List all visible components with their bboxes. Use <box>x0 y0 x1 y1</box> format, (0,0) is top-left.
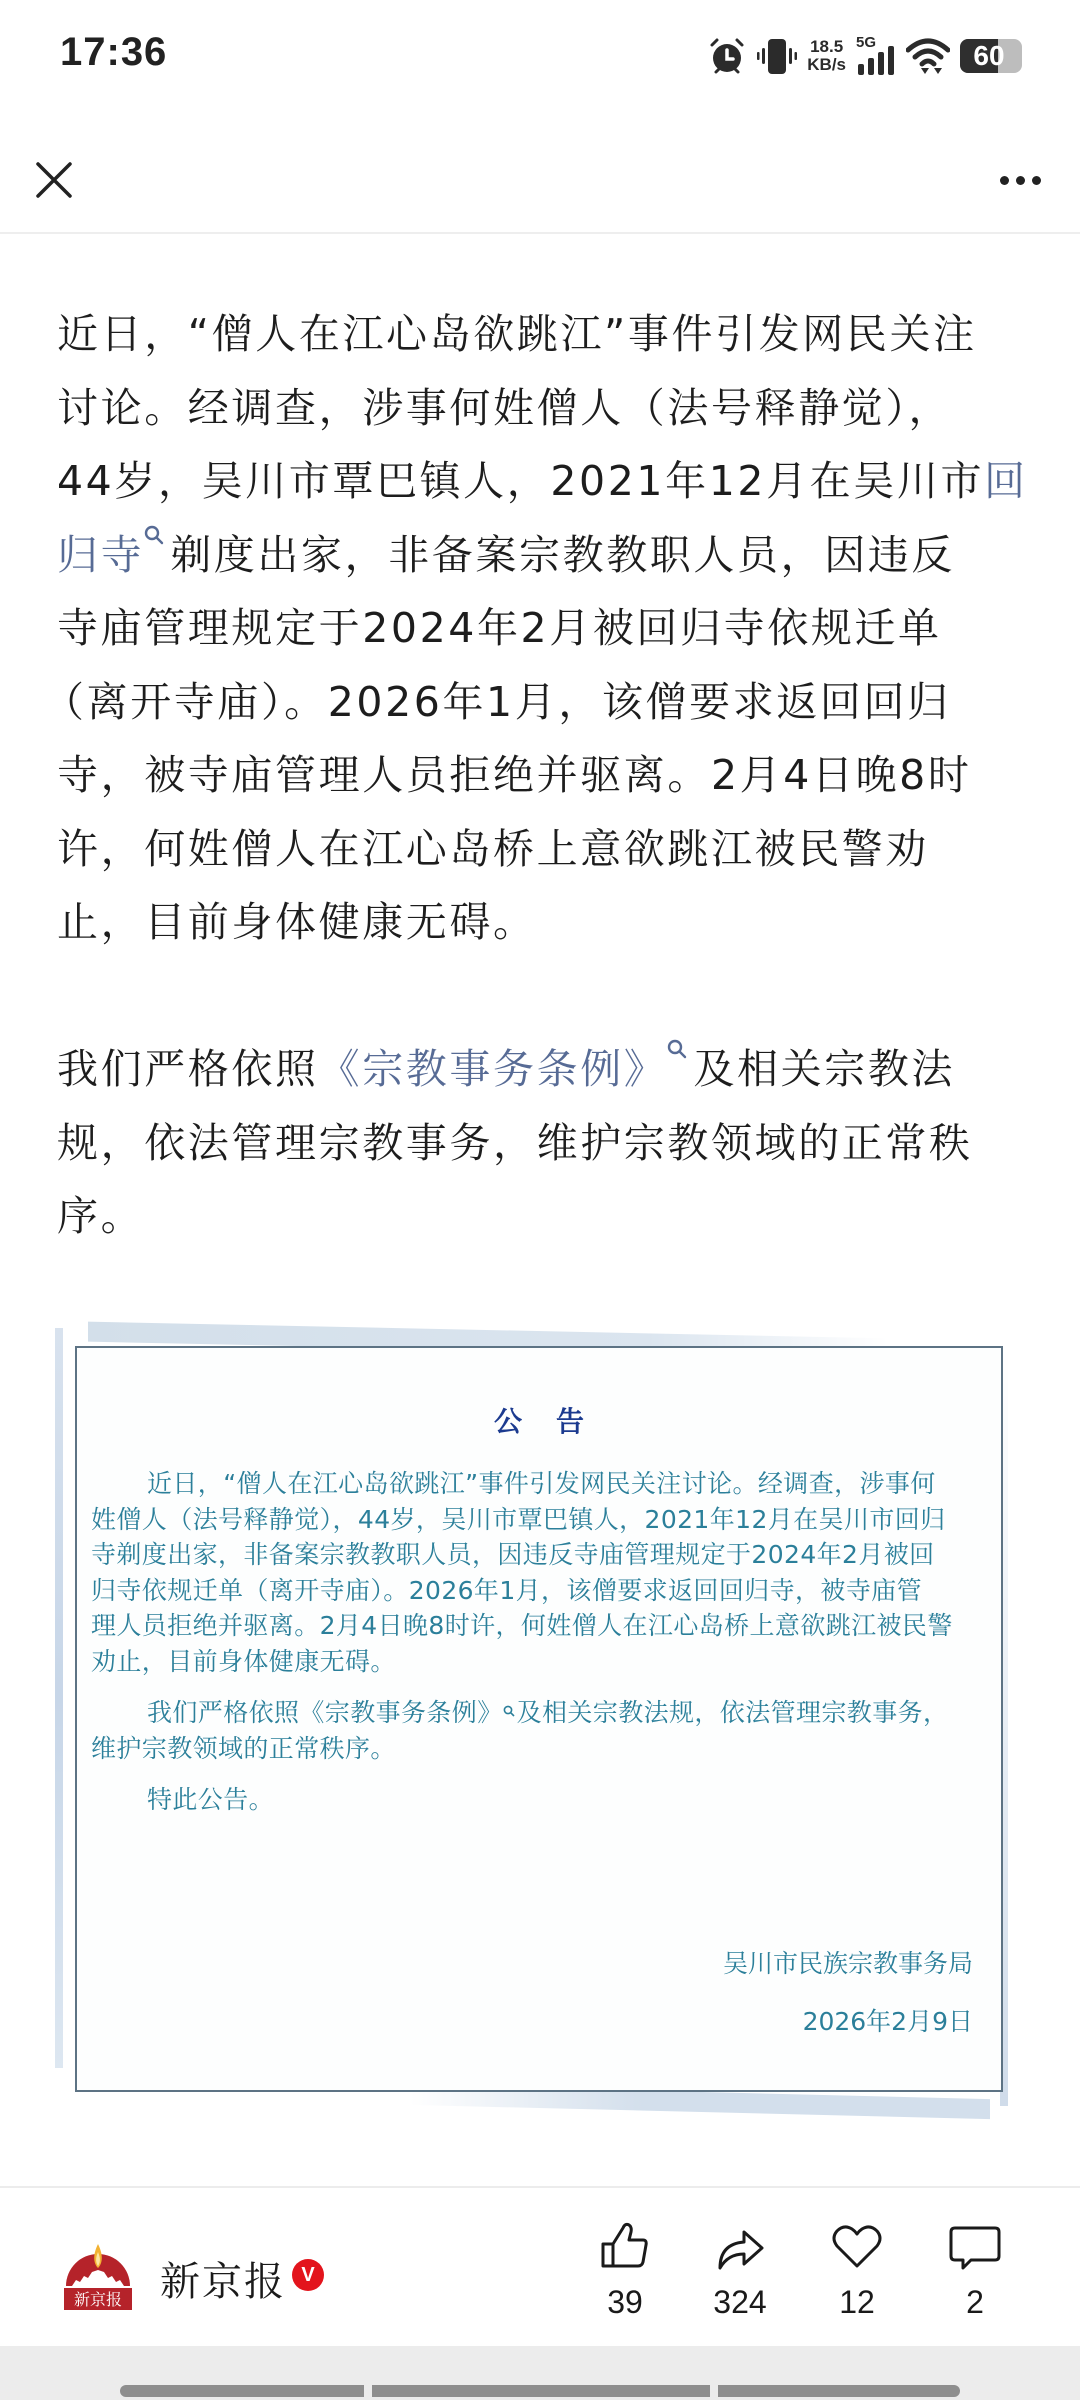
announcement-card <box>75 1346 1003 2092</box>
alarm-icon <box>707 36 747 76</box>
thumbs-up-icon <box>597 2218 653 2274</box>
gesture-bar-segment[interactable] <box>372 2385 710 2397</box>
article-line: 寺庙管理规定于2024年2月被回归寺依规迁单 <box>57 604 942 652</box>
heart-icon <box>829 2218 885 2274</box>
top-navigation <box>0 120 1080 234</box>
announcement-line: 姓僧人（法号释静觉），44岁，吴川市覃巴镇人，2021年12月在吴川市回归 <box>91 1504 946 1534</box>
share-icon <box>712 2218 768 2274</box>
gesture-navigation-area <box>0 2346 1080 2400</box>
announcement-line: 劝止，目前身体健康无碍。 <box>91 1646 396 1676</box>
regulation-link[interactable]: 《宗教事务条例》 <box>318 1045 668 1093</box>
announcement-line: 寺剃度出家，非备案宗教教职人员，因违反寺庙管理规定于2024年2月被回 <box>91 1540 935 1569</box>
announcement-signature: 吴川市民族宗教事务局 <box>722 1949 973 1978</box>
battery-icon <box>960 39 1022 73</box>
article-line: 止，目前身体健康无碍。 <box>57 898 537 946</box>
article-line: 归寺 剃度出家，非备案宗教教职人员，因违反 <box>57 519 1027 593</box>
more-icon-dot <box>1016 176 1025 185</box>
status-icons <box>707 36 1022 76</box>
share-button[interactable] <box>695 2218 785 2338</box>
bottom-action-bar <box>0 2186 1080 2346</box>
comment-count: 2 <box>966 2284 984 2320</box>
article-line: 许，何姓僧人在江心岛桥上意欲跳江被民警劝 <box>57 824 929 873</box>
more-icon-dot <box>1000 176 1009 185</box>
wifi-icon <box>906 36 950 76</box>
announcement-body <box>91 1466 991 1818</box>
announcement-title: 公告 <box>493 1405 618 1438</box>
announcement-closing: 特此公告。 <box>147 1785 275 1814</box>
like-button[interactable] <box>580 2218 670 2338</box>
announcement-line: 理人员拒绝并驱离。2月4日晚8时许，何姓僧人在江心岛桥上意欲跳江被民警 <box>91 1611 953 1640</box>
verified-badge: V <box>292 2259 324 2291</box>
announcement-line: 近日，“僧人在江心岛欲跳江”事件引发网民关注讨论。经调查，涉事何 <box>147 1469 936 1498</box>
article-line: （离开寺庙）。2026年1月，该僧要求返回回归 <box>43 677 951 726</box>
source-logo[interactable] <box>58 2234 138 2314</box>
article-line: 我们严格依照《宗教事务条例》 及相关宗教法 <box>57 1033 1027 1107</box>
search-icon[interactable] <box>667 1039 689 1069</box>
like-count: 39 <box>607 2284 643 2320</box>
article-line: 讨论。经调查，涉事何姓僧人（法号释静觉）， <box>57 383 953 432</box>
source-name[interactable]: 新京报 <box>160 2259 286 2305</box>
announcement-line: 归寺依规迁单（离开寺庙）。2026年1月，该僧要求返回回归寺，被寺庙管 <box>91 1575 923 1605</box>
temple-link[interactable]: 回 <box>984 457 1028 505</box>
close-icon <box>34 160 74 200</box>
article-line: 近日，“僧人在江心岛欲跳江”事件引发网民关注 <box>57 310 977 358</box>
search-icon <box>503 1697 517 1715</box>
comment-button[interactable] <box>930 2218 1020 2338</box>
gesture-bar-segment[interactable] <box>120 2385 364 2397</box>
vibrate-icon <box>757 36 797 76</box>
announcement-image[interactable] <box>60 1318 1020 2118</box>
comment-icon <box>947 2218 1003 2274</box>
more-options-button[interactable] <box>988 154 1052 206</box>
article-line: 44岁，吴川市覃巴镇人，2021年12月在吴川市回 <box>57 457 1028 505</box>
more-icon-dot <box>1032 176 1041 185</box>
signal-icon <box>856 36 896 76</box>
search-icon[interactable] <box>144 525 166 555</box>
gesture-bar-segment[interactable] <box>718 2385 960 2397</box>
temple-link[interactable]: 归寺 <box>57 530 145 579</box>
network-speed: 18.5 KB/s <box>807 37 846 74</box>
article-line: 寺，被寺庙管理人员拒绝并驱离。2月4日晚8时 <box>57 751 972 799</box>
announcement-line: 我们严格依照《宗教事务条例》 及相关宗教法规，依法管理宗教事务， <box>147 1698 949 1727</box>
article-body <box>43 298 1028 1254</box>
announcement-line: 维护宗教领域的正常秩序。 <box>91 1733 396 1763</box>
close-button[interactable] <box>28 154 80 206</box>
status-time: 17:36 <box>60 30 168 74</box>
favorite-button[interactable] <box>812 2218 902 2338</box>
article-line: 序。 <box>57 1192 145 1240</box>
favorite-count: 12 <box>839 2284 875 2320</box>
announcement-date: 2026年2月9日 <box>802 2007 973 2036</box>
battery-percent: 60 <box>973 40 1005 71</box>
svg-text:新京报: 新京报 <box>73 2290 123 2309</box>
status-bar <box>0 0 1080 110</box>
share-count: 324 <box>713 2284 767 2320</box>
network-type: 5G <box>856 34 877 51</box>
article-line: 规，依法管理宗教事务，维护宗教领域的正常秩 <box>57 1118 973 1167</box>
